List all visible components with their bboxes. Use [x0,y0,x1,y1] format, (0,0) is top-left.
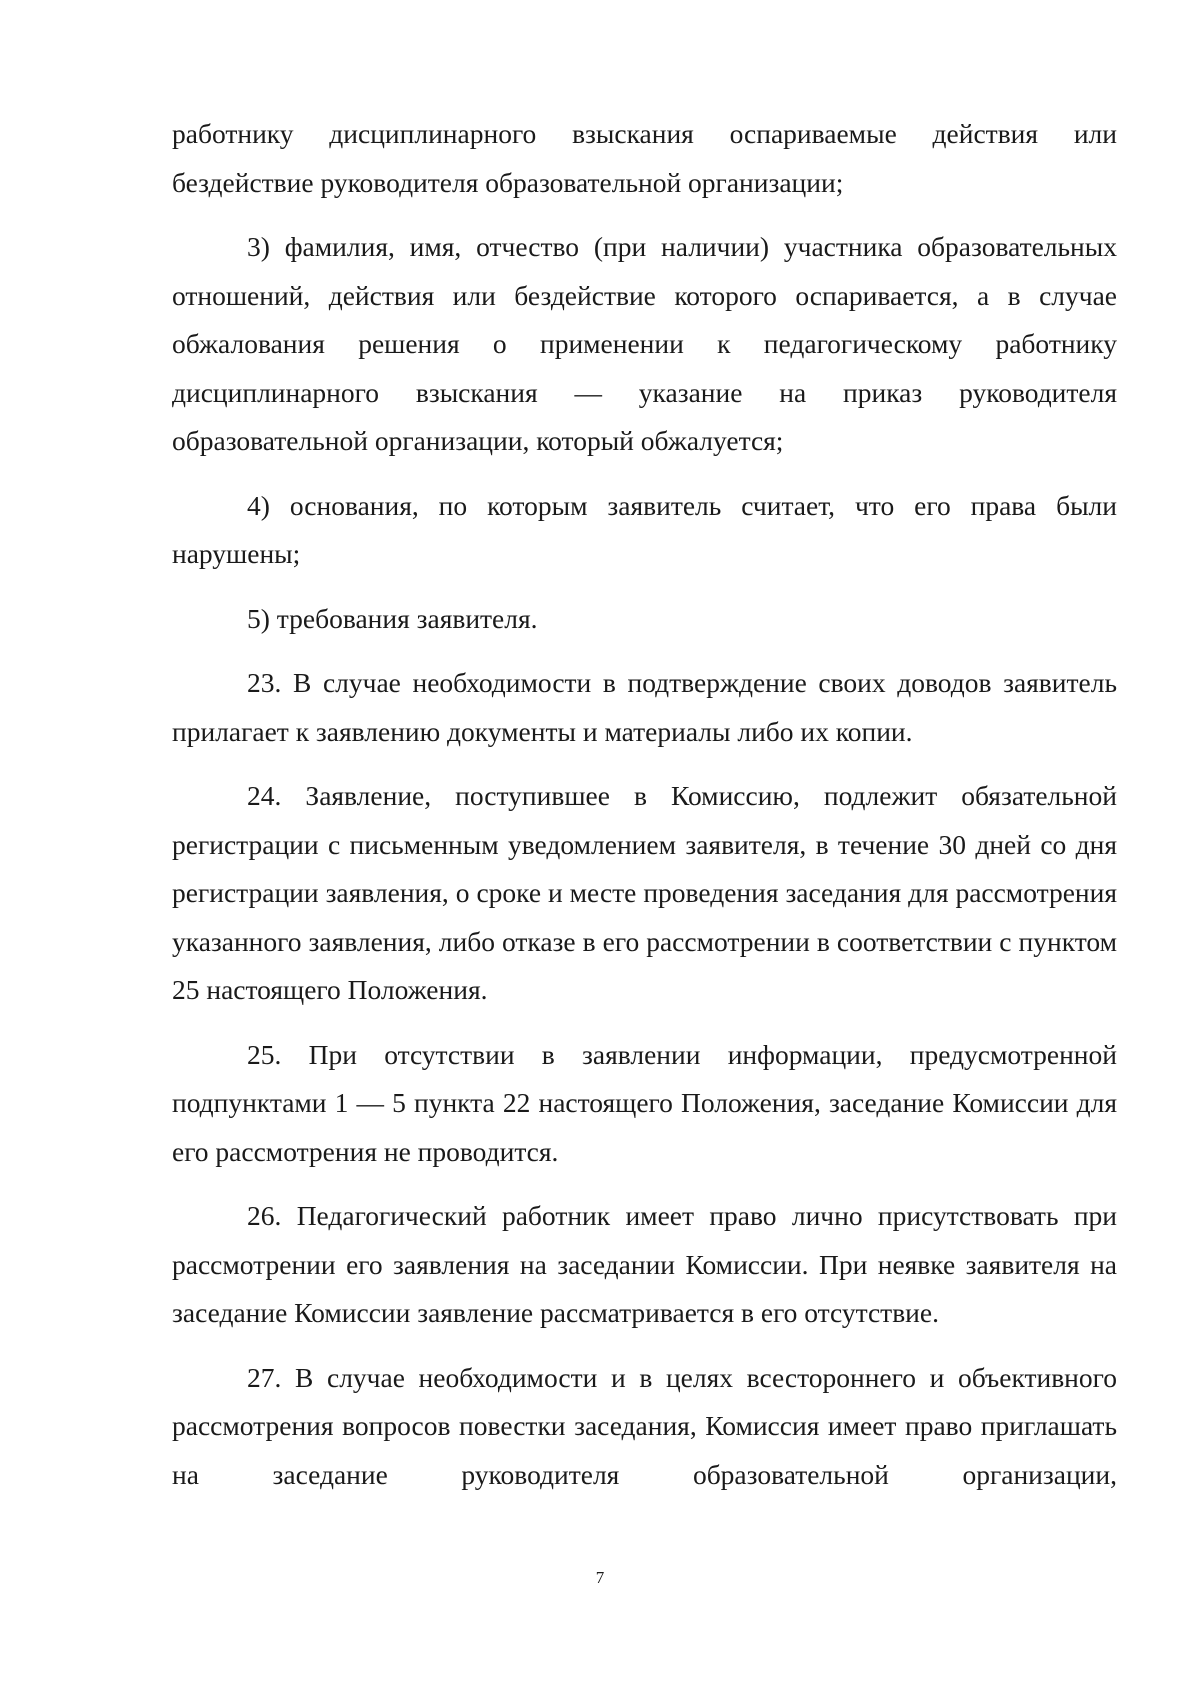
paragraph-clause-27: 27. В случае необходимости и в целях всестороннего и объективного рассмотрения вопросов повестки заседания, Комиссия имеет право приглашать на заседание руководителя образовательной организации, [172,1361,1117,1490]
document-body [172,110,1117,1499]
paragraph-item-3: 3) фамилия, имя, отчество (при наличии) участника образовательных отношений, действия или бездействие которого оспаривается, а в случае обжалования решения о применении к педагогическому работнику дисциплинарного взыскания — указание на приказ руководителя образовательной организации, который обжалуется; [172,231,1117,456]
paragraph-continuation: работнику дисциплинарного взыскания оспариваемые действия или бездействие руководителя образовательной организации; [172,118,1117,198]
page-number: 7 [595,1568,605,1587]
paragraph-clause-25: 25. При отсутствии в заявлении информации, предусмотренной подпунктами 1 — 5 пункта 22 настоящего Положения, заседание Комиссии для его рассмотрения не проводится. [172,1038,1117,1167]
paragraph-clause-23: 23. В случае необходимости в подтверждение своих доводов заявитель прилагает к заявлению документы и материалы либо их копии. [172,667,1117,747]
paragraph-clause-24: 24. Заявление, поступившее в Комиссию, подлежит обязательной регистрации с письменным уведомлением заявителя, в течение 30 дней со дня регистрации заявления, о сроке и месте проведения заседания для рассмотрения указанного заявления, либо отказе в его рассмотрении в соответствии с пунктом 25 настоящего Положения. [172,780,1117,1005]
paragraph-item-5: 5) требования заявителя. [247,602,538,634]
paragraph-item-4: 4) основания, по которым заявитель считает, что его права были нарушены; [172,489,1117,569]
paragraph-clause-26: 26. Педагогический работник имеет право лично присутствовать при рассмотрении его заявления на заседании Комиссии. При неявке заявителя на заседание Комиссии заявление рассматривается в его отсутствие. [172,1200,1117,1328]
